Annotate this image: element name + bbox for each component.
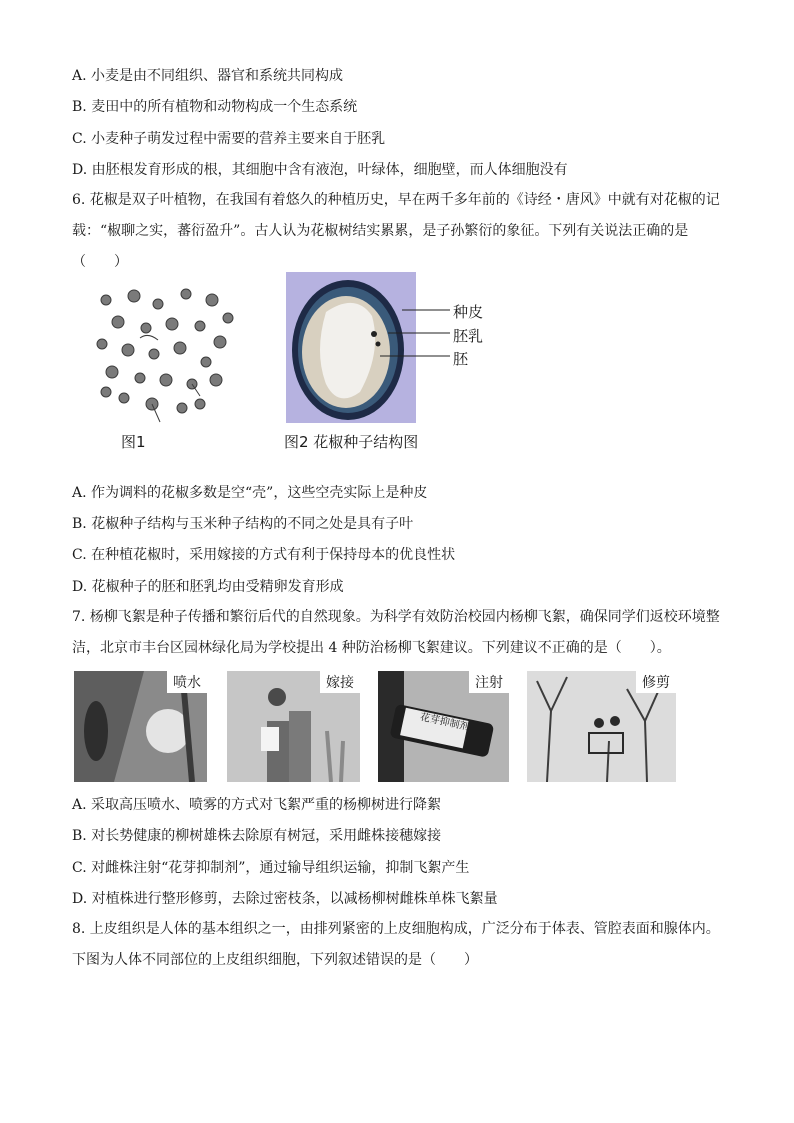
fig1-peppercorn-image	[88, 284, 248, 434]
q6-option-c: C. 在种植花椒时，采用嫁接的方式有利于保持母本的优良性状	[72, 547, 456, 563]
fig1-caption: 图1	[121, 433, 146, 451]
q5-option-a: A. 小麦是由不同组织、器官和系统共同构成	[72, 68, 344, 84]
q5-option-c: C. 小麦种子萌发过程中需要的营养主要来自于胚乳	[72, 131, 386, 147]
photo-pruning	[527, 671, 676, 782]
photo-spraying	[74, 671, 207, 782]
fig2-label-seed-coat: 种皮	[453, 303, 484, 321]
photo-grafting	[227, 671, 360, 782]
q6-stem: 6. 花椒是双子叶植物，在我国有着悠久的种植历史，早在两千多年前的《诗经・唐风》中就有对花椒的记载：“椒聊之实，蕃衍盈升”。古人认为花椒树结实累累，是子孙繁衍的象征。下列有关说法正确的是（ ）	[72, 192, 720, 270]
q7-option-d: D. 对植株进行整形修剪，去除过密枝条，以减杨柳树雌株单株飞絮量	[72, 891, 498, 907]
photo-tag-spraying: 喷水	[167, 671, 207, 693]
q7-option-c: C. 对雌株注射“花芽抑制剂”，通过输导组织运输，抑制飞絮产生	[72, 860, 470, 876]
q6-option-b: B. 花椒种子结构与玉米种子结构的不同之处是具有子叶	[72, 516, 414, 532]
photo-tag-pruning: 修剪	[636, 671, 676, 693]
photo-tag-grafting: 嫁接	[320, 671, 360, 693]
q5-option-d: D. 由胚根发育形成的根，其细胞中含有液泡，叶绿体，细胞壁，而人体细胞没有	[72, 162, 568, 178]
q7-option-a: A. 采取高压喷水、喷雾的方式对飞絮严重的杨柳树进行降絮	[72, 797, 442, 813]
q6-option-d: D. 花椒种子的胚和胚乳均由受精卵发育形成	[72, 579, 344, 595]
photo-injection	[378, 671, 509, 782]
bottle-label-text: 花芽抑制剂	[418, 711, 471, 734]
fig2-label-endosperm: 胚乳	[453, 327, 484, 345]
q7-option-b: B. 对长势健康的柳树雄株去除原有树冠，采用雌株接穗嫁接	[72, 828, 442, 844]
q5-option-b: B. 麦田中的所有植物和动物构成一个生态系统	[72, 99, 358, 115]
photo-tag-injection: 注射	[469, 671, 509, 693]
fig2-caption: 图2 花椒种子结构图	[284, 433, 419, 451]
q7-stem: 7. 杨柳飞絮是种子传播和繁衍后代的自然现象。为科学有效防治校园内杨柳飞絮，确保同学们返校环境整洁，北京市丰台区园林绿化局为学校提出 4 种防治杨柳飞絮建议。下列建议不正确的是（ ）。	[72, 609, 720, 656]
fig2-label-lines	[380, 300, 452, 360]
fig2-label-embryo: 胚	[453, 350, 469, 368]
q8-stem: 8. 上皮组织是人体的基本组织之一，由排列紧密的上皮细胞构成，广泛分布于体表、管腔表面和腺体内。下图为人体不同部位的上皮组织细胞，下列叙述错误的是（ ）	[72, 921, 720, 968]
q6-option-a: A. 作为调料的花椒多数是空“壳”，这些空壳实际上是种皮	[72, 485, 428, 501]
